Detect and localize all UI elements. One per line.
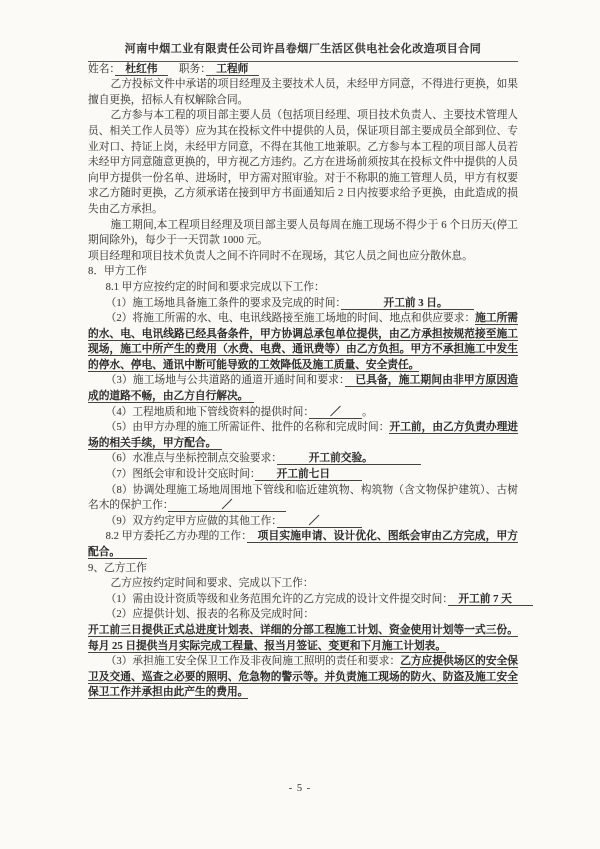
item-8-1-4 [88, 405, 518, 421]
item-8-1-1 [88, 296, 518, 312]
text-run: 乙方应按约定时间和要求、完成以下工作： [110, 577, 314, 590]
text-run: 8.2 甲方委托乙方办理的工作： [105, 530, 247, 543]
fill-in-value: 乙方应提供场区的安全保卫及交通、巡查之必要的照明、危急物的警示等。并负责施工现场的防火、防盗及施工安全保卫工作并承担由此产生的费用。 [88, 655, 518, 699]
clause-site-presence [88, 218, 518, 249]
page-number: - 5 - [288, 783, 312, 795]
document-title: 河南中烟工业有限责任公司许昌卷烟厂生活区供电社会化改造项目合同 [88, 42, 518, 62]
text-run: 项目经理和项目技术负责人之间不许同时不在现场，其它人员之间也应分散休息。 [88, 249, 473, 262]
text-run: （2）将施工所需的水、电、电讯线路接至施工场地的时间、地点和供应要求： [105, 312, 476, 325]
text-run: 8．甲方工作 [88, 265, 147, 278]
item-9-3 [88, 654, 518, 701]
text-run: 8.1 甲方应按约定的时间和要求完成以下工作： [105, 280, 325, 293]
text-run: 9、乙方工作 [88, 561, 147, 574]
text-run: 乙方投标文件中承诺的项目经理及主要技术人员，未经甲方同意，不得进行更换，如果擅自更换，招标人有权解除合同。 [88, 78, 518, 106]
clause-manager-onsite [88, 249, 518, 265]
fill-in-value: 已具备，施工期间由非甲方原因造成的道路不畅，由乙方自行解决。 [88, 374, 518, 403]
item-9-2-detail [88, 623, 518, 654]
text-run: （7）图纸会审和设计交底时间： [105, 468, 256, 481]
text-run: （2）应提供计划、报表的名称及完成时间： [105, 608, 315, 621]
text-run: 姓名： [88, 62, 115, 75]
text-run: （3）施工场地与公共道路的通道开通时间和要求： [105, 374, 345, 387]
item-8-1-2 [88, 311, 518, 373]
clause-8-1-intro [88, 280, 518, 296]
fill-in-value: 工程师 [205, 62, 260, 75]
fill-in-value: 开工前 7 天 [447, 592, 534, 605]
text-run: （1）需由设计资质等级和业务范围允许的乙方完成的设计文件提交时间： [105, 592, 448, 605]
name-position-line [88, 62, 518, 78]
clause-9-intro [88, 576, 518, 592]
fill-in-value: ／ [276, 514, 363, 527]
text-run: 。 [362, 405, 373, 418]
fill-in-value: 杜红伟 [114, 62, 169, 75]
clause-project-team [88, 108, 518, 217]
text-run: （8）协调处理施工场地周围地下管线和临近建筑物、构筑物（含文物保护建筑）、古树名木的保护工作： [88, 483, 518, 512]
item-8-1-5 [88, 420, 518, 451]
section-8-heading [88, 264, 518, 280]
item-8-1-8 [88, 483, 518, 514]
fill-in-value: 开工前交验。 [276, 452, 421, 465]
fill-in-value: 开工前七日 [255, 468, 363, 481]
text-run: （3）承担施工安全保卫工作及非夜间施工照明的责任和要求： [105, 655, 401, 668]
item-8-1-9 [88, 514, 518, 530]
item-8-1-7 [88, 467, 518, 483]
fill-in-value: ／ [308, 405, 363, 418]
section-9-heading [88, 561, 518, 577]
text-run: （6）水准点与坐标控制点交验要求： [105, 452, 277, 465]
text-run: 施工期间,本工程项目经理及项目部主要人员每周在施工现场不得少于 6 个日历天(停工期间除外)，每少于一天罚款 1000 元。 [88, 218, 518, 247]
fill-in-value: 项目实施申请、设计优化、图纸会审由乙方完成，甲方配合。 [88, 530, 518, 558]
fill-in-value: 开工前，由乙方负责办理进场的相关手续，甲方配合。 [88, 421, 518, 449]
item-9-2 [88, 607, 518, 623]
text-run: （1）施工场地具备施工条件的要求及完成的时间： [105, 296, 341, 309]
fill-in-value: 开工前三日提供正式总进度计划表、详细的分部工程施工计划、资金使用计划等一式三份。每月 25 日提供当月实际完成工程量、报当月签证、变更和下月施工计划表。 [88, 623, 518, 652]
clause-8-2 [88, 529, 518, 560]
text-run: 职务： [168, 62, 206, 75]
clause-personnel-replacement [88, 77, 518, 108]
fill-in-value: 施工所需的水、电、电讯线路已经具备条件，甲方协调总承包单位提供，由乙方承担按规范接至施工现场，施工中所产生的费用（水费、电费、通讯费等）由乙方负担。甲方不承担施工中发生的停水、停电、通讯中断可能导致的工效降低及施工质量、安全责任。 [88, 312, 518, 371]
item-8-1-6 [88, 451, 518, 467]
document-body [88, 62, 534, 701]
fill-in-value: 开工前 3 日。 [340, 296, 475, 309]
item-8-1-3 [88, 373, 518, 404]
text-run: （4）工程地质和地下管线资料的提供时间： [105, 405, 309, 418]
text-run: （9）双方约定甲方应做的其他工作： [105, 514, 277, 527]
text-run: （5）由甲方办理的施工所需证件、批件的名称和完成时间： [105, 421, 390, 434]
fill-in-value: ／ [168, 499, 286, 512]
item-9-1 [88, 592, 534, 608]
text-run: 乙方参与本工程的项目部主要人员（包括项目经理、项目技术负责人、主要技术管理人员、相关工作人员等）应为其在投标文件中提供的人员，保证项目部主要成员全部到位、专业对口、持证上岗，未经甲方同意，不得在其他工地兼职。乙方参与本工程的项目部人员若未经甲方同意随意更换的，甲方视乙方违约。乙方在进场前须按其在投标文件中提供的人员向甲方提供一份名单、进场时，甲方需对照审验。对于不称职的施工管理人员，甲方有权要求乙方随时更换，乙方须承诺在接到甲方书面通知后 2 日内按要求给予更换，由此造成的损失由乙方承担。 [88, 109, 518, 215]
